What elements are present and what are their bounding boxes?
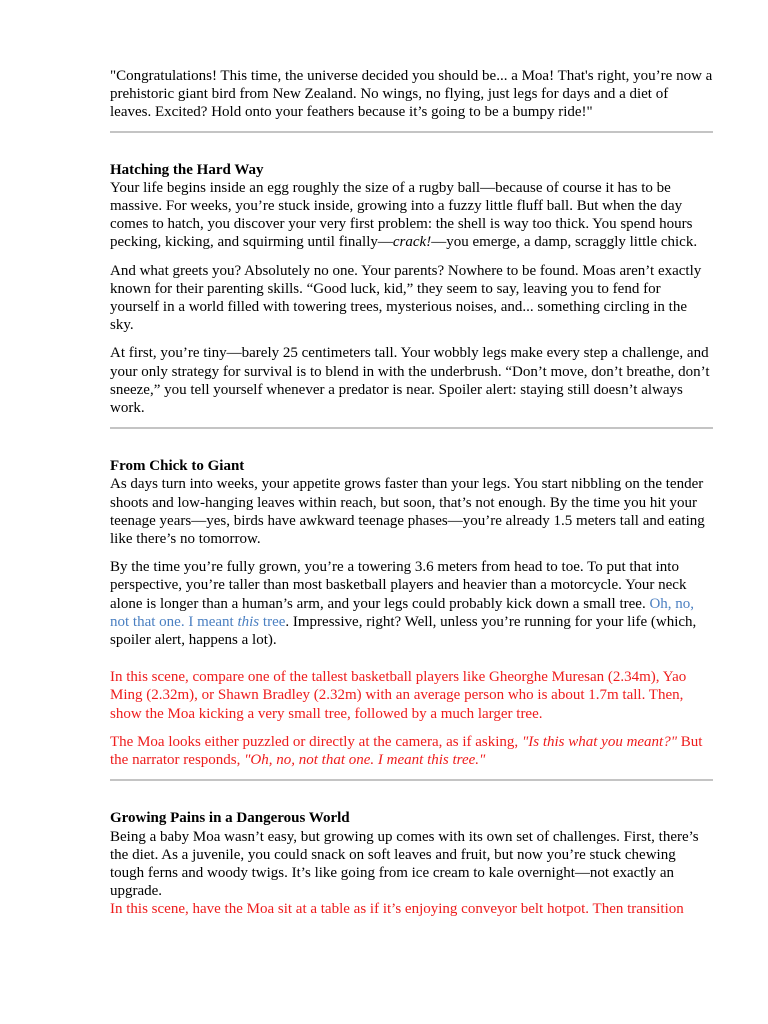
section-growing-pains [110,809,713,918]
paragraph [110,179,713,252]
section-divider [110,131,713,133]
paragraph: At first, you’re tiny—barely 25 centimeters tall. Your wobbly legs make every step a challenge, and your only strategy for survival is to blend in with the underbrush. “Don’t move, don’t breathe, don’t sneeze,” you tell yourself whenever a predator is near. Spoiler alert: staying still doesn’t always work. [110,345,710,417]
spacer [110,659,713,668]
section-heading: Growing Pains in a Dangerous World [110,810,350,827]
note-text: The Moa looks either puzzled or directly at the camera, as if asking, [110,733,522,750]
highlighted-emphasis: this [237,613,260,630]
note-text: But the narrator responds, [110,733,703,769]
section-hatching [110,161,713,418]
highlighted-text-part: Oh, no, not that one. I meant [110,595,695,630]
note-emphasis: "Is this what you meant?" [521,733,678,750]
section-divider [110,779,713,781]
highlighted-text-part: tree [259,613,286,630]
paragraph-text: . Impressive, right? Well, unless you’re running for your life (which, spoiler alert, happens a lot). [110,613,697,649]
emphasis-text: crack! [392,234,432,251]
paragraph-text: By the time you’re fully grown, you’re a towering 3.6 meters from head to toe. To put that into perspective, you’re taller than most basketball players and heavier than a motorcycle. Your neck alone is longer than a human’s arm, and your legs could probably kick down a small tree. [110,559,687,612]
paragraph-text: Your life begins inside an egg roughly the size of a rugby ball—because of course it has to be massive. For weeks, you’re stuck inside, growing into a fuzzy little fluff ball. But when the day comes to hatch, you discover your very first problem: the shell is way too thick. You spend hours pecking, kicking, and squirming until finally— [110,179,693,251]
paragraph [110,558,713,649]
document-body [110,67,713,929]
paragraph: As days turn into weeks, your appetite grows faster than your legs. You start nibbling on the tender shoots and low-hanging leaves within reach, but soon, that’s not enough. By the time you hit your teenage years—yes, birds have awkward teenage phases—you’re already 1.5 meters tall and eating like there’s no tomorrow. [110,476,705,548]
paragraph: And what greets you? Absolutely no one. Your parents? Nowhere to be found. Moas aren’t exactly known for their parenting skills. “Good luck, kid,” they seem to say, leaving you to fend for yourself in a world filled with towering trees, mysterious noises, and... something circling in the sky. [110,262,702,334]
intro-paragraph: "Congratulations! This time, the universe decided you should be... a Moa! That's right, you’re now a prehistoric giant bird from New Zealand. No wings, no flying, just legs for days and a diet of leaves. Excited? Hold onto your feathers because it’s going to be a bumpy ride!" [110,68,713,121]
scene-note: In this scene, compare one of the tallest basketball players like Gheorghe Muresan (2.34m), Yao Ming (2.32m), or Shawn Bradley (2.32m) with an average person who is about 1.7m tall. Then, show the Moa kicking a very small tree, followed by a much larger tree. [110,669,687,722]
section-heading: From Chick to Giant [110,458,245,475]
scene-note: In this scene, have the Moa sit at a table as if it’s enjoying conveyor belt hotpot. Then transition [110,901,684,918]
note-emphasis: "Oh, no, not that one. I meant this tree." [244,752,486,769]
section-heading: Hatching the Hard Way [110,161,264,178]
scene-note [110,733,713,769]
paragraph: Being a baby Moa wasn’t easy, but growing up comes with its own set of challenges. First, there’s the diet. As a juvenile, you could snack on soft leaves and fruit, but now you’re stuck chewing tough ferns and woody twigs. It’s like going from ice cream to kale overnight—not exactly an upgrade. [110,828,699,900]
paragraph-text: —you emerge, a damp, scraggly little chick. [431,234,698,251]
section-divider [110,427,713,429]
section-chick-to-giant [110,457,713,769]
